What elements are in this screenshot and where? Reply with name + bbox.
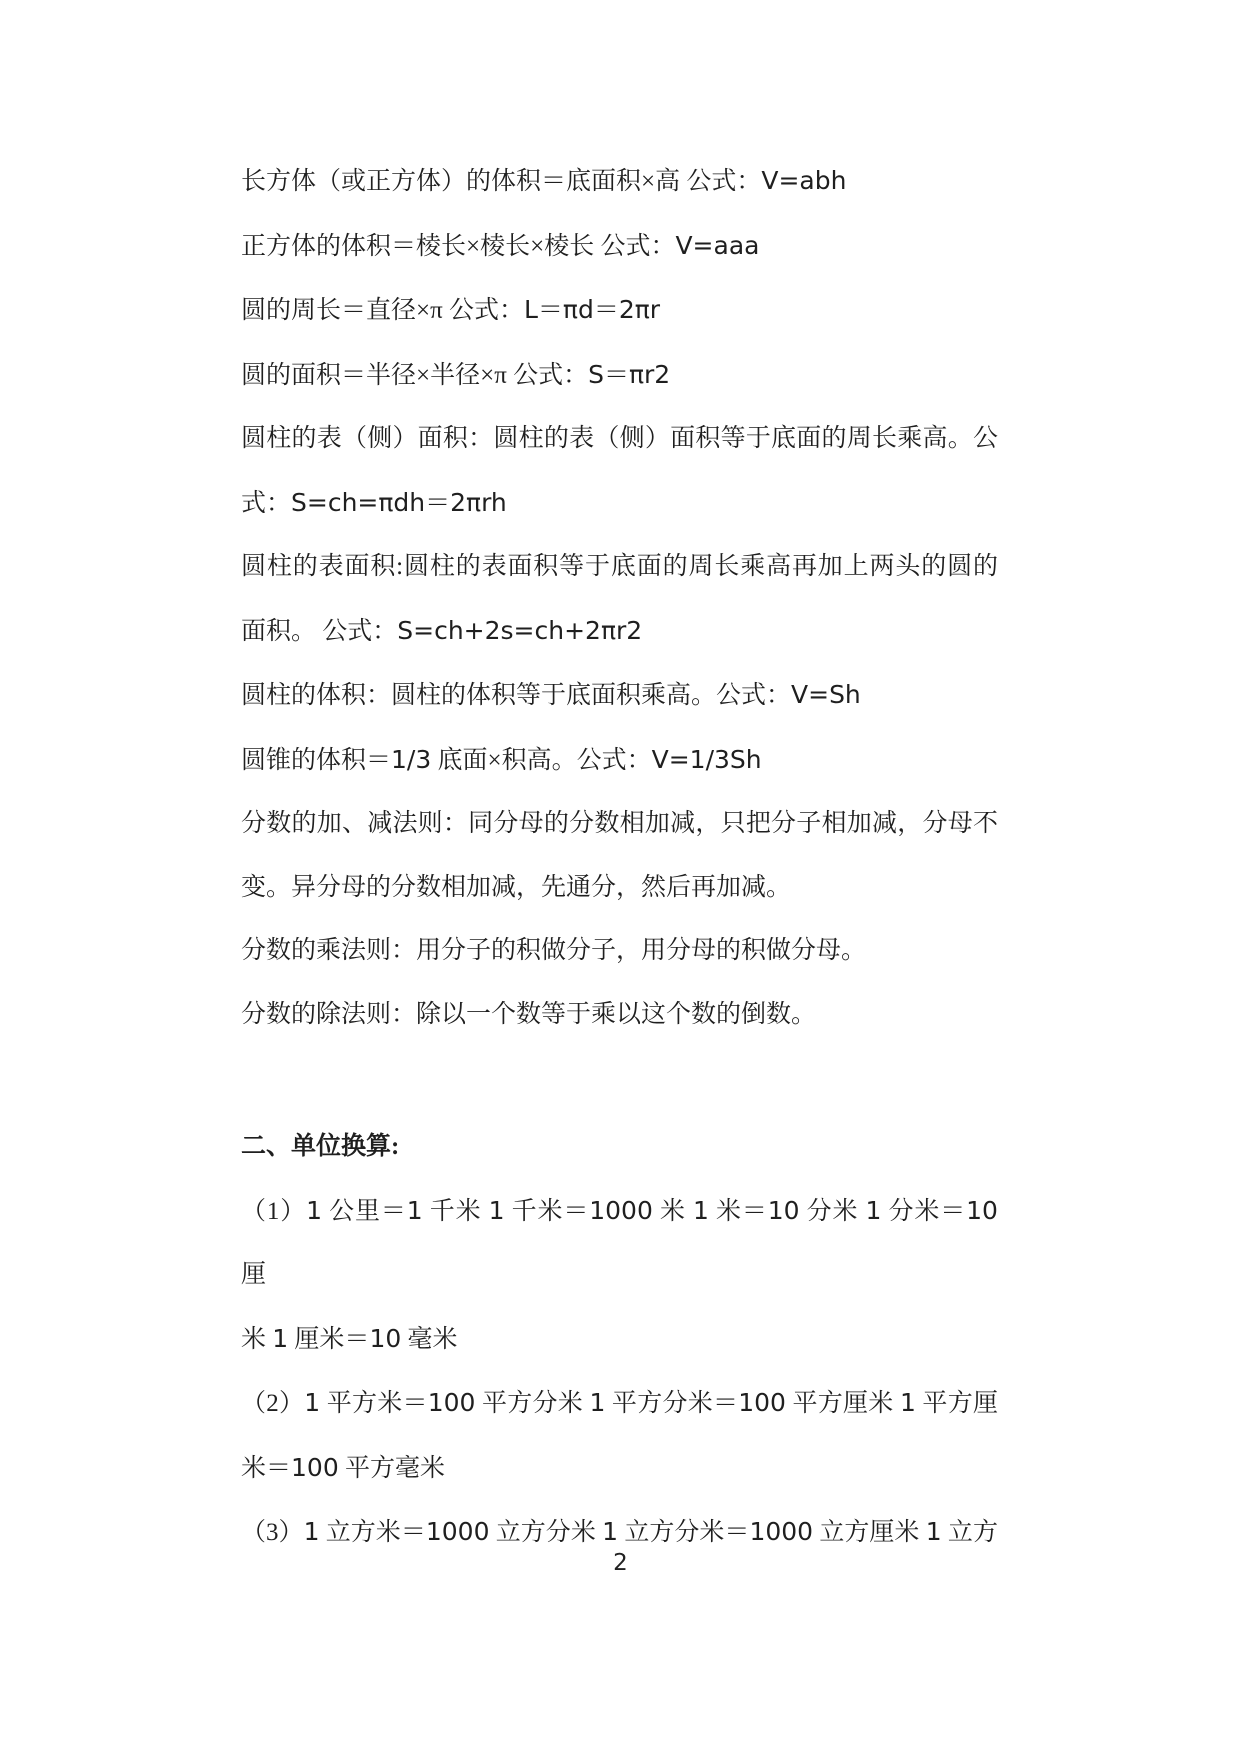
text-run: V=abh: [761, 166, 847, 195]
text-run: 100: [291, 1452, 339, 1482]
text-run: 平方厘: [915, 1390, 998, 1417]
text-run: 厘: [241, 1261, 267, 1288]
text-run: 1000: [425, 1517, 490, 1546]
formula-cylinder-lateral-line-2: [241, 471, 998, 536]
formula-cuboid-volume: [241, 149, 998, 214]
text-run: 正方体的体积＝棱长×棱长×棱长 公式：: [241, 232, 676, 260]
text-run: 10: [767, 1195, 800, 1225]
text-run: 底面×积高。公式：: [431, 746, 652, 774]
text-run: 立方分米＝: [618, 1519, 750, 1546]
text-run: 1: [900, 1388, 916, 1417]
text-run: 二、单位换算:: [241, 1133, 400, 1160]
unit-length-line-1: [241, 1179, 998, 1307]
text-run: 1: [303, 1517, 320, 1546]
text-run: 平方分米＝: [605, 1390, 739, 1417]
text-run: 1000: [749, 1517, 814, 1546]
text-run: 千米＝: [504, 1197, 590, 1225]
formula-cylinder-lateral-line-1: [241, 407, 998, 471]
section-heading-unit-conversion: [241, 1115, 998, 1179]
text-run: 1: [406, 1195, 423, 1225]
text-run: 分数的加、减法则：同分母的分数相加减，只把分子相加减，分母不: [241, 810, 998, 837]
text-run: 米: [241, 1325, 273, 1353]
text-run: 圆柱的体积：圆柱的体积等于底面积乘高。公式：: [241, 682, 792, 709]
text-run: 米＝: [708, 1197, 768, 1225]
formula-cone-volume: [241, 728, 998, 793]
text-run: 面积。 公式：: [241, 617, 398, 645]
text-run: 10: [369, 1323, 402, 1353]
text-run: 1: [272, 1323, 289, 1353]
unit-length-line-2: [241, 1307, 998, 1372]
text-run: 1000: [589, 1195, 653, 1225]
text-run: 1: [865, 1195, 882, 1225]
text-run: 1: [488, 1195, 505, 1225]
text-run: 1: [925, 1517, 942, 1546]
formula-cylinder-volume: [241, 663, 998, 728]
text-run: 立方厘米: [813, 1519, 926, 1546]
text-run: V=aaa: [675, 230, 760, 260]
rule-fraction-divide: [241, 983, 998, 1047]
text-run: 平方毫米: [338, 1454, 445, 1482]
formula-cylinder-surface-line-1: [241, 535, 998, 599]
text-run: 米: [652, 1197, 693, 1225]
text-run: 长方体（或正方体）的体积＝底面积×高 公式：: [241, 168, 762, 195]
text-run: 变。异分母的分数相加减，先通分，然后再加减。: [241, 873, 792, 901]
rule-fraction-add-sub-line-2: [241, 856, 998, 920]
text-run: 1: [602, 1517, 619, 1546]
text-run: 式：: [241, 489, 292, 517]
text-run: 分米＝: [881, 1197, 967, 1225]
text-run: V=1/3Sh: [651, 744, 762, 774]
text-run: S=ch+2s=ch+2πr2: [397, 615, 643, 645]
text-run: 分米: [799, 1197, 866, 1225]
unit-area-line-2: [241, 1436, 998, 1501]
formula-circle-circumference: [241, 278, 998, 343]
formula-circle-area: [241, 343, 998, 408]
text-run: 立方分米: [489, 1519, 603, 1546]
formula-cube-volume: [241, 214, 998, 279]
text-run: 1: [306, 1195, 323, 1225]
text-run: 100: [427, 1388, 476, 1417]
text-run: 厘米＝: [288, 1325, 370, 1353]
page-number: 2: [613, 1550, 628, 1576]
text-run: 平方分米: [475, 1390, 590, 1417]
text-run: 圆锥的体积＝: [241, 746, 392, 774]
text-run: S=ch=πdh＝2πrh: [291, 487, 507, 517]
text-run: 分数的除法则：除以一个数等于乘以这个数的倒数。: [241, 1000, 817, 1028]
text-run: 平方米＝: [320, 1390, 428, 1417]
text-run: 圆的面积＝半径×半径×π 公式：: [241, 361, 589, 389]
text-run: 圆的周长＝直径×π 公式：: [241, 297, 524, 324]
text-run: 1/3: [391, 744, 432, 774]
rule-fraction-add-sub-line-1: [241, 792, 998, 856]
text-run: L＝πd＝2πr: [523, 295, 661, 324]
text-run: 公里＝: [322, 1197, 407, 1225]
text-run: 100: [738, 1388, 786, 1417]
text-run: V=Sh: [791, 680, 861, 709]
text-run: 圆柱的表面积:圆柱的表面积等于底面的周长乘高再加上两头的圆的: [241, 553, 998, 580]
text-run: 毫米: [401, 1325, 458, 1353]
rule-fraction-multiply: [241, 919, 998, 983]
text-run: 米＝: [241, 1454, 292, 1482]
text-run: 千米: [422, 1197, 489, 1225]
text-run: 立方米＝: [319, 1519, 426, 1546]
document-body: [241, 149, 998, 1565]
text-run: 平方厘米: [785, 1390, 901, 1417]
text-run: （3）: [241, 1519, 304, 1546]
text-run: 分数的乘法则：用分子的积做分子，用分母的积做分母。: [241, 937, 867, 964]
text-run: 1: [692, 1195, 709, 1225]
unit-area-line-1: [241, 1371, 998, 1436]
formula-cylinder-surface-line-2: [241, 599, 998, 664]
text-run: （2）: [241, 1390, 305, 1417]
text-run: S＝πr2: [588, 359, 671, 389]
text-run: 10: [966, 1195, 998, 1225]
text-run: 圆柱的表（侧）面积：圆柱的表（侧）面积等于底面的周长乘高。公: [241, 425, 998, 452]
text-run: 立方: [941, 1519, 998, 1546]
text-run: 1: [589, 1388, 606, 1417]
text-run: 1: [304, 1388, 321, 1417]
text-run: （1）: [241, 1197, 307, 1225]
